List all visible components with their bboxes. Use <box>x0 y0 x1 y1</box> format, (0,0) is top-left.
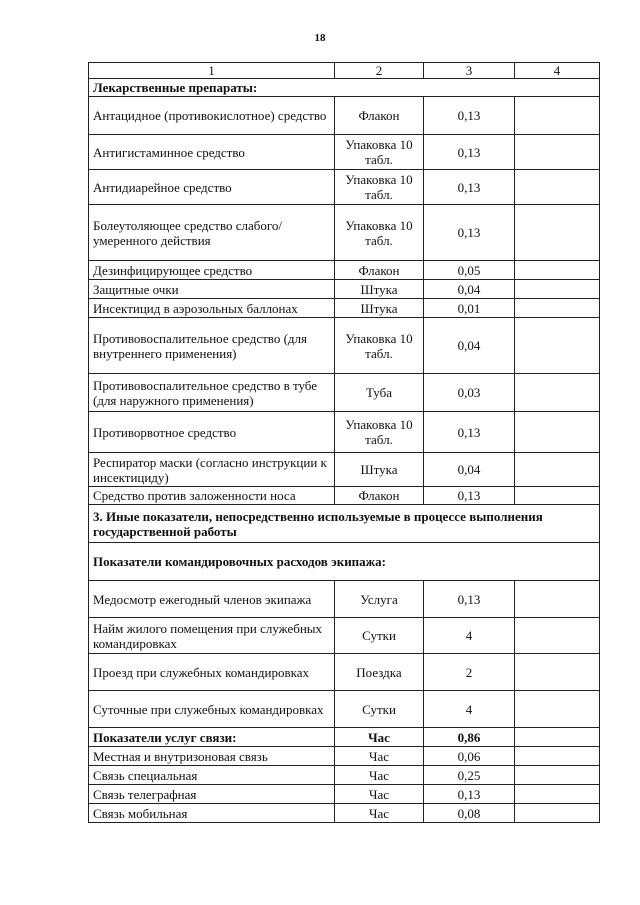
unit-of-measure: Час <box>335 804 424 823</box>
item-name: Противовоспалительное средство в тубе (для наружного применения) <box>89 374 335 412</box>
item-name: Защитные очки <box>89 280 335 299</box>
unit-of-measure: Штука <box>335 299 424 318</box>
table-row <box>89 97 600 135</box>
table-row <box>89 581 600 618</box>
unit-of-measure: Туба <box>335 374 424 412</box>
unit-of-measure: Услуга <box>335 581 424 618</box>
norms-table <box>88 62 600 823</box>
unit-of-measure: Поездка <box>335 654 424 691</box>
note-cell <box>515 412 600 453</box>
norm-value: 0,13 <box>424 135 515 170</box>
unit-of-measure: Штука <box>335 453 424 487</box>
norm-value: 0,05 <box>424 261 515 280</box>
item-name: Связь телеграфная <box>89 785 335 804</box>
item-name: Местная и внутризоновая связь <box>89 747 335 766</box>
unit-of-measure: Флакон <box>335 261 424 280</box>
norm-value: 0,01 <box>424 299 515 318</box>
unit-of-measure: Час <box>335 728 424 747</box>
note-cell <box>515 261 600 280</box>
norm-value: 0,04 <box>424 280 515 299</box>
note-cell <box>515 374 600 412</box>
item-name: Респиратор маски (согласно инструкции к инсектициду) <box>89 453 335 487</box>
section-heading: Показатели командировочных расходов экипажа: <box>89 543 600 581</box>
table-row <box>89 453 600 487</box>
norm-value: 0,04 <box>424 453 515 487</box>
section-heading-row <box>89 505 600 543</box>
table-row <box>89 412 600 453</box>
column-number-2: 2 <box>335 63 424 79</box>
item-name: Показатели услуг связи: <box>89 728 335 747</box>
unit-of-measure: Час <box>335 747 424 766</box>
norm-value: 4 <box>424 691 515 728</box>
note-cell <box>515 280 600 299</box>
table-row <box>89 804 600 823</box>
note-cell <box>515 135 600 170</box>
item-name: Связь мобильная <box>89 804 335 823</box>
table-row <box>89 318 600 374</box>
norm-value: 2 <box>424 654 515 691</box>
norm-value: 0,13 <box>424 97 515 135</box>
table-row <box>89 135 600 170</box>
unit-of-measure: Упаковка 10 табл. <box>335 170 424 205</box>
item-name: Болеутоляющее средство слабого/умеренного действия <box>89 205 335 261</box>
norm-value: 0,13 <box>424 412 515 453</box>
table-row <box>89 691 600 728</box>
norm-value: 0,86 <box>424 728 515 747</box>
section-heading-row <box>89 79 600 97</box>
item-name: Связь специальная <box>89 766 335 785</box>
table-row <box>89 299 600 318</box>
unit-of-measure: Упаковка 10 табл. <box>335 135 424 170</box>
note-cell <box>515 691 600 728</box>
item-name: Антидиарейное средство <box>89 170 335 205</box>
note-cell <box>515 170 600 205</box>
norm-value: 0,13 <box>424 170 515 205</box>
note-cell <box>515 205 600 261</box>
section-heading: Лекарственные препараты: <box>89 79 600 97</box>
norm-value: 0,06 <box>424 747 515 766</box>
table-row <box>89 766 600 785</box>
table-row <box>89 747 600 766</box>
note-cell <box>515 728 600 747</box>
column-number-1: 1 <box>89 63 335 79</box>
column-number-4: 4 <box>515 63 600 79</box>
norm-value: 0,25 <box>424 766 515 785</box>
note-cell <box>515 487 600 505</box>
item-name: Медосмотр ежегодный членов экипажа <box>89 581 335 618</box>
note-cell <box>515 318 600 374</box>
page-number: 18 <box>314 32 326 44</box>
item-name: Противовоспалительное средство (для внутреннего применения) <box>89 318 335 374</box>
unit-of-measure: Флакон <box>335 487 424 505</box>
note-cell <box>515 453 600 487</box>
norm-value: 0,13 <box>424 581 515 618</box>
table-row <box>89 374 600 412</box>
norm-value: 0,13 <box>424 487 515 505</box>
note-cell <box>515 747 600 766</box>
item-name: Дезинфицирующее средство <box>89 261 335 280</box>
table-row <box>89 261 600 280</box>
unit-of-measure: Час <box>335 785 424 804</box>
item-name: Антацидное (противокислотное) средство <box>89 97 335 135</box>
unit-of-measure: Час <box>335 766 424 785</box>
table-row <box>89 618 600 654</box>
note-cell <box>515 654 600 691</box>
norm-value: 0,08 <box>424 804 515 823</box>
table-row <box>89 205 600 261</box>
note-cell <box>515 804 600 823</box>
section-heading: 3. Иные показатели, непосредственно используемые в процессе выполнения государственной работы <box>89 505 600 543</box>
note-cell <box>515 97 600 135</box>
unit-of-measure: Упаковка 10 табл. <box>335 318 424 374</box>
table-row <box>89 487 600 505</box>
note-cell <box>515 581 600 618</box>
table-row <box>89 654 600 691</box>
table-row <box>89 170 600 205</box>
norm-value: 0,03 <box>424 374 515 412</box>
item-name: Инсектицид в аэрозольных баллонах <box>89 299 335 318</box>
note-cell <box>515 618 600 654</box>
norm-value: 0,13 <box>424 205 515 261</box>
norm-value: 4 <box>424 618 515 654</box>
norm-value: 0,13 <box>424 785 515 804</box>
column-number-3: 3 <box>424 63 515 79</box>
note-cell <box>515 785 600 804</box>
table-row <box>89 280 600 299</box>
column-number-row <box>89 63 600 79</box>
item-name: Суточные при служебных командировках <box>89 691 335 728</box>
item-name: Средство против заложенности носа <box>89 487 335 505</box>
item-name: Найм жилого помещения при служебных командировках <box>89 618 335 654</box>
unit-of-measure: Флакон <box>335 97 424 135</box>
section-heading-row <box>89 543 600 581</box>
unit-of-measure: Сутки <box>335 618 424 654</box>
unit-of-measure: Штука <box>335 280 424 299</box>
item-name: Противорвотное средство <box>89 412 335 453</box>
note-cell <box>515 766 600 785</box>
unit-of-measure: Упаковка 10 табл. <box>335 412 424 453</box>
note-cell <box>515 299 600 318</box>
table-row <box>89 785 600 804</box>
item-name: Антигистаминное средство <box>89 135 335 170</box>
table-row <box>89 728 600 747</box>
unit-of-measure: Сутки <box>335 691 424 728</box>
norm-value: 0,04 <box>424 318 515 374</box>
unit-of-measure: Упаковка 10 табл. <box>335 205 424 261</box>
item-name: Проезд при служебных командировках <box>89 654 335 691</box>
